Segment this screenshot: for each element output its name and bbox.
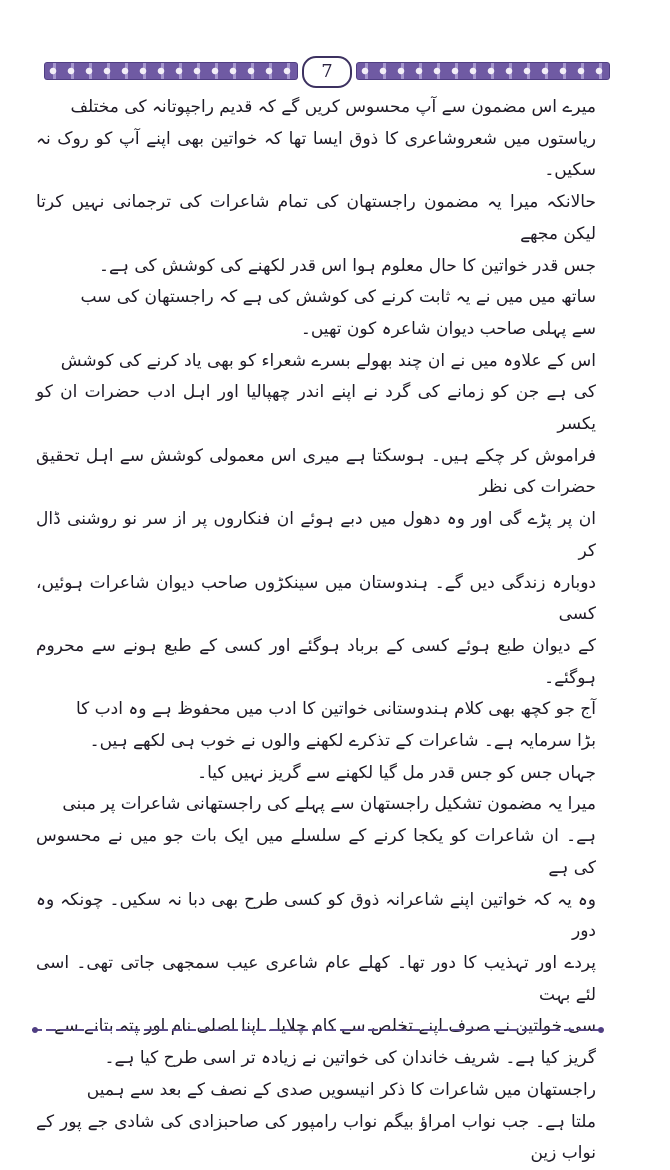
text-line: میرے اس مضمون سے آپ محسوس کریں گے کہ قدیم راجپوتانہ کی مختلف [70,97,596,117]
text-line: ساتھ میں میں نے یہ ثابت کرنے کی کوشش کی ہے کہ راجستھان کی سب [80,287,596,308]
footer-rule [32,1024,604,1036]
text-line: راجستھان میں شاعرات کا ذکر انیسویں صدی کے نصف کے بعد سے ہمیں [86,1079,596,1100]
text-line: کے دیوان طبع ہوئے کسی کے برباد ہوگئے اور کسی کے طبع ہونے سے محروم ہوگئے۔ [36,635,596,688]
body-text [36,92,596,1170]
text-line: جس قدر خواتین کا حال معلوم ہوا اس قدر لکھنے کی کوشش کی ہے۔ [99,255,596,276]
text-line: سی خواتین نے صرف اپنے تخلص سے کام چلایا۔ اپنا اصلی نام اور پتہ بتانے سے [54,1016,596,1037]
text-line: ان پر پڑے گی اور وہ دھول میں دبے ہوئے ان فنکاروں پر از سر نو روشنی ڈال کر [36,509,596,561]
text-line: اس کے علاوہ میں نے ان چند بھولے بسرے شعراء کو بھی یاد کرنے کی کوشش [60,350,596,371]
text-line: سے پہلی صاحب دیوان شاعرہ کون تھیں۔ [300,318,596,339]
page-number: 7 [302,56,352,88]
text-line: ریاستوں میں شعروشاعری کا ذوق ایسا تھا کہ خواتین بھی اپنے آپ کو روک نہ سکیں۔ [36,128,596,181]
text-line: ملتا ہے۔ جب نواب امراؤ بیگم نواب رامپور کی صاحبزادی کی شادی جے پور کے نواب زین [36,1111,596,1164]
text-line: آج جو کچھ بھی کلام ہندوستانی خواتین کا ادب میں محفوظ ہے وہ ادب کا [75,699,596,720]
page-header [44,56,610,86]
text-line: گریز کیا ہے۔ شریف خاندان کی خواتین نے زیادہ تر اسی طرح کیا ہے۔ [104,1048,596,1069]
text-line: وہ یہ کہ خواتین اپنے شاعرانہ ذوق کو کسی طرح بھی دبا نہ سکیں۔ چونکہ وہ دور [36,889,596,942]
text-line: فراموش کر چکے ہیں۔ ہوسکتا ہے میری اس معمولی کوشش سے اہل تحقیق حضرات کی نظر [36,445,596,498]
text-line: دوبارہ زندگی دیں گے۔ ہندوستان میں سینکڑوں صاحب دیوان شاعرات ہوئیں، کسی [36,572,596,625]
ornamental-border-right [356,62,610,80]
text-line: حالانکہ میرا یہ مضمون راجستھان کی تمام شاعرات کی ترجمانی نہیں کرتا لیکن مجھے [36,192,596,244]
text-line: جہاں جس کو جس قدر مل گیا لکھنے سے گریز نہیں کیا۔ [197,762,596,783]
text-line: میرا یہ مضمون تشکیل راجستھان سے پہلے کی راجستھانی شاعرات پر مبنی [62,794,596,815]
text-line: ہے۔ ان شاعرات کو یکجا کرنے کے سلسلے میں ایک بات جو میں نے محسوس کی ہے [36,826,596,878]
ornamental-border-left [44,62,298,80]
text-line: پردے اور تہذیب کا دور تھا۔ کھلے عام شاعری عیب سمجھی جاتی تھی۔ اسی لئے بہت [36,952,596,1005]
text-line: بڑا سرمایہ ہے۔ شاعرات کے تذکرے لکھنے والوں نے خوب ہی لکھے ہیں۔ [89,731,596,752]
text-line: کی ہے جن کو زمانے کی گرد نے اپنے اندر چھپالیا اور اہل ادب حضرات ان کو یکسر [36,382,596,435]
